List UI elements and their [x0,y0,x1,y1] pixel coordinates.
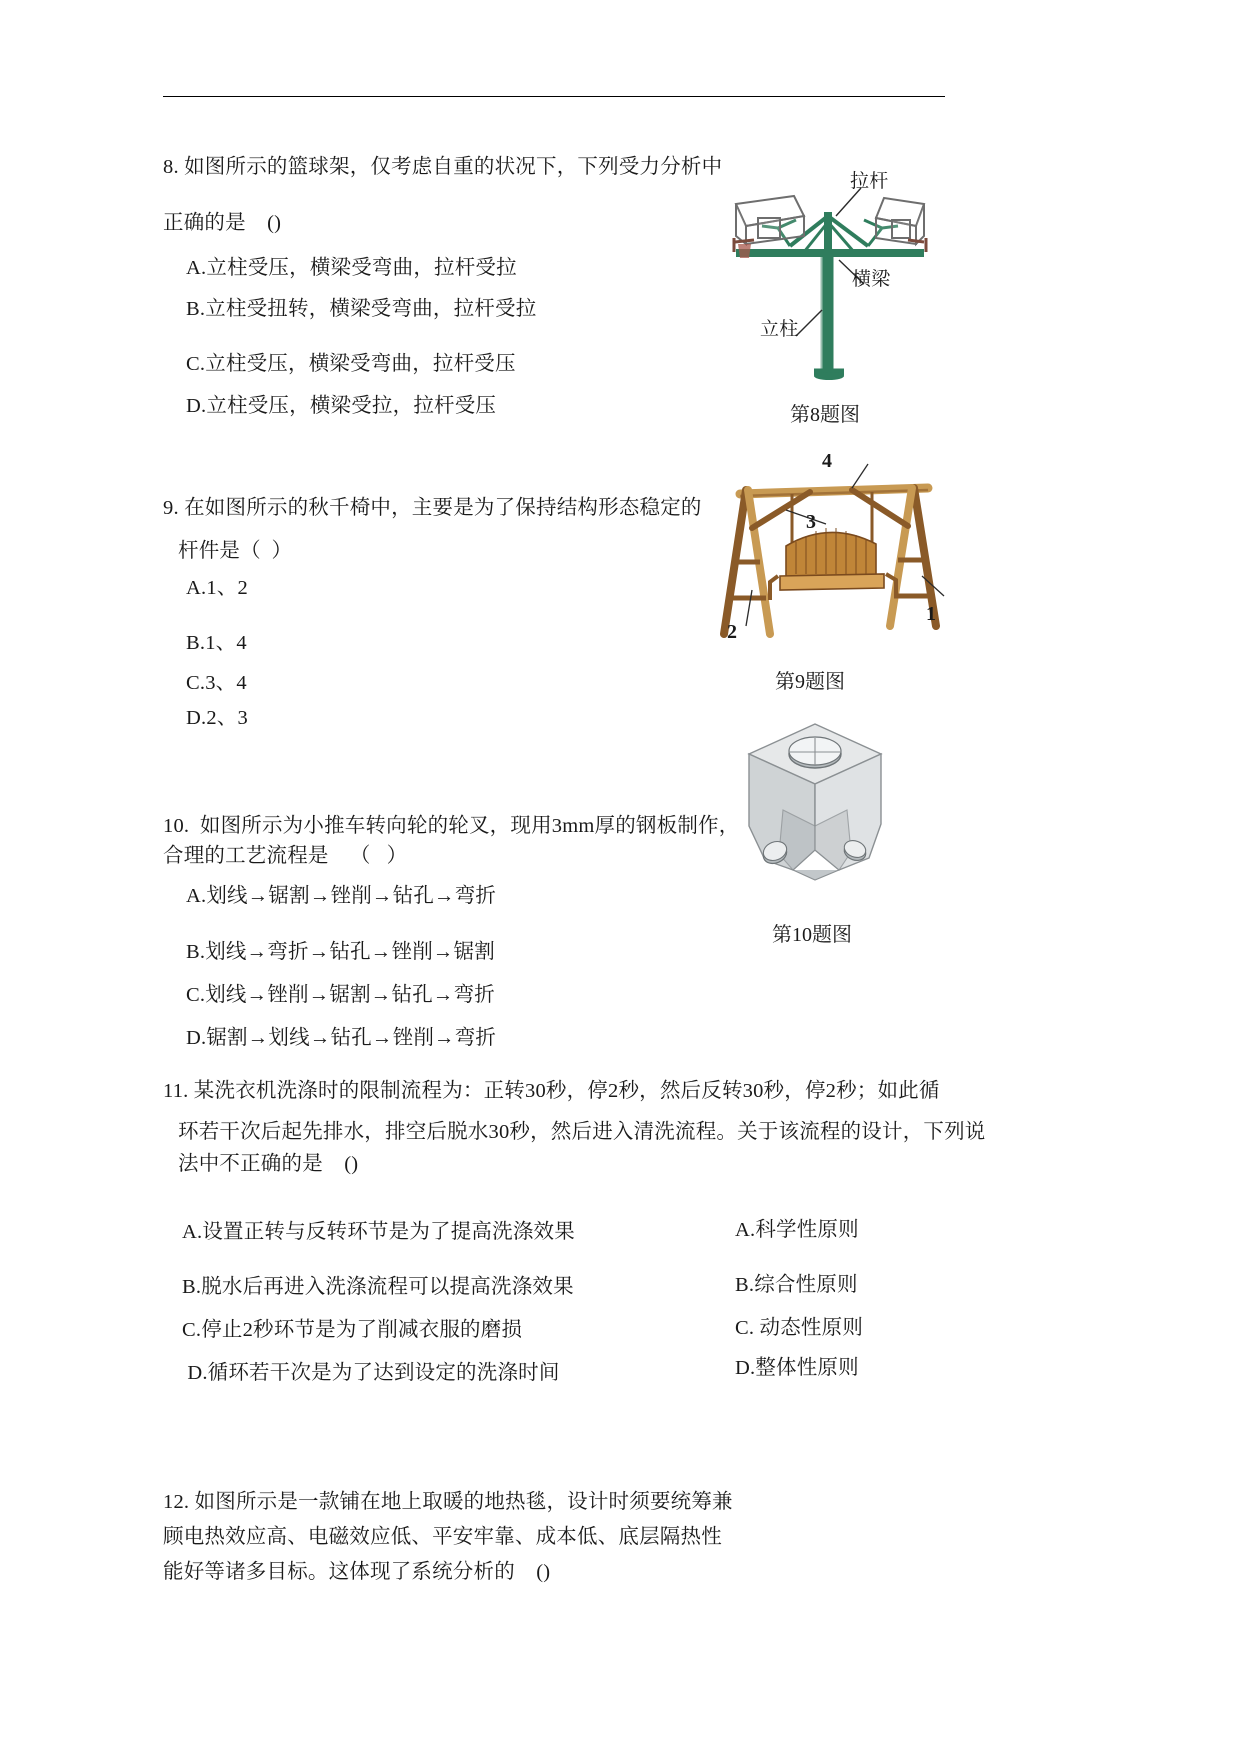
question-10-figure-wheel-fork [723,718,903,900]
question-11-stem-line-3: 法中不正确的是 () [178,1153,359,1175]
question-9-stem-line-1: 9. 在如图所示的秋千椅中，主要是为了保持结构形态稳定的 [163,497,702,519]
question-8-option-d[interactable]: D.立柱受压，横梁受拉，拉杆受压 [186,395,497,417]
question-10-option-d[interactable]: D.锯割→划线→钻孔→锉削→弯折 [186,1027,497,1049]
question-11-principle-option-c[interactable]: C. 动态性原则 [735,1317,864,1339]
page-header-rule [163,96,945,97]
question-8-figure-label-tiebar: 拉杆 [850,171,889,192]
question-10-stem-line-2: 合理的工艺流程是 （ ） [163,845,408,867]
question-9-figure-label-4: 4 [822,450,833,472]
question-12-stem-line-2: 顾电热效应高、电磁效应低、平安牢靠、成本低、底层隔热性 [163,1526,722,1548]
question-9-option-d[interactable]: D.2、3 [186,707,248,729]
question-8-stem-line-2: 正确的是 () [163,212,282,234]
question-9-option-b[interactable]: B.1、4 [186,632,247,654]
question-9-option-a[interactable]: A.1、2 [186,577,248,599]
question-10-option-a[interactable]: A.划线→锯割→锉削→钻孔→弯折 [186,885,497,907]
question-12-stem-line-3: 能好等诸多目标。这体现了系统分析的 () [163,1561,551,1583]
question-10-stem-line-1: 10. 如图所示为小推车转向轮的轮叉，现用3mm厚的钢板制作， [163,815,740,837]
question-11-principle-option-b[interactable]: B.综合性原则 [735,1274,858,1296]
question-11-option-a[interactable]: A.设置正转与反转环节是为了提高洗涤效果 [182,1221,575,1243]
question-8-figure-basketball-hoop [718,160,950,388]
question-8-stem-line-1: 8. 如图所示的篮球架，仅考虑自重的状况下，下列受力分析中 [163,156,723,178]
question-11-stem-line-2: 环若干次后起先排水，排空后脱水30秒，然后进入清洗流程。关于该流程的设计，下列说 [178,1121,986,1143]
question-11-option-c[interactable]: C.停止2秒环节是为了削减衣服的磨损 [182,1319,523,1341]
question-9-figure-label-3: 3 [806,511,817,533]
question-11-stem-line-1: 11. 某洗衣机洗涤时的限制流程为：正转30秒，停2秒，然后反转30秒，停2秒；如此循 [163,1080,940,1102]
question-10-option-b[interactable]: B.划线→弯折→钻孔→锉削→锯割 [186,941,495,963]
question-8-figure-label-crossbeam: 横梁 [852,269,891,290]
question-8-option-b[interactable]: B.立柱受扭转，横梁受弯曲，拉杆受拉 [186,298,537,320]
question-12-stem-line-1: 12. 如图所示是一款铺在地上取暖的地热毯，设计时须要统筹兼 [163,1491,733,1513]
question-9-figure-label-1: 1 [926,603,937,625]
question-8-figure-caption: 第8题图 [790,404,860,426]
question-11-principle-option-d[interactable]: D.整体性原则 [735,1357,859,1379]
question-9-figure-label-2: 2 [727,621,738,643]
question-9-figure-swing-chair [700,450,950,646]
question-11-principle-option-a[interactable]: A.科学性原则 [735,1219,859,1241]
question-10-figure-caption: 第10题图 [772,924,852,946]
question-9-stem-line-2: 杆件是（ ） [178,540,293,562]
question-11-option-d[interactable]: D.循环若干次是为了达到设定的洗涤时间 [182,1362,560,1384]
question-9-figure-caption: 第9题图 [775,671,845,693]
question-9-option-c[interactable]: C.3、4 [186,672,247,694]
question-11-option-b[interactable]: B.脱水后再进入洗涤流程可以提高洗涤效果 [182,1276,574,1298]
question-8-option-a[interactable]: A.立柱受压，横梁受弯曲，拉杆受拉 [186,257,517,279]
question-8-option-c[interactable]: C.立柱受压，横梁受弯曲，拉杆受压 [186,353,516,375]
question-10-option-c[interactable]: C.划线→锉削→锯割→钻孔→弯折 [186,984,495,1006]
question-8-figure-label-column: 立柱 [760,319,799,340]
